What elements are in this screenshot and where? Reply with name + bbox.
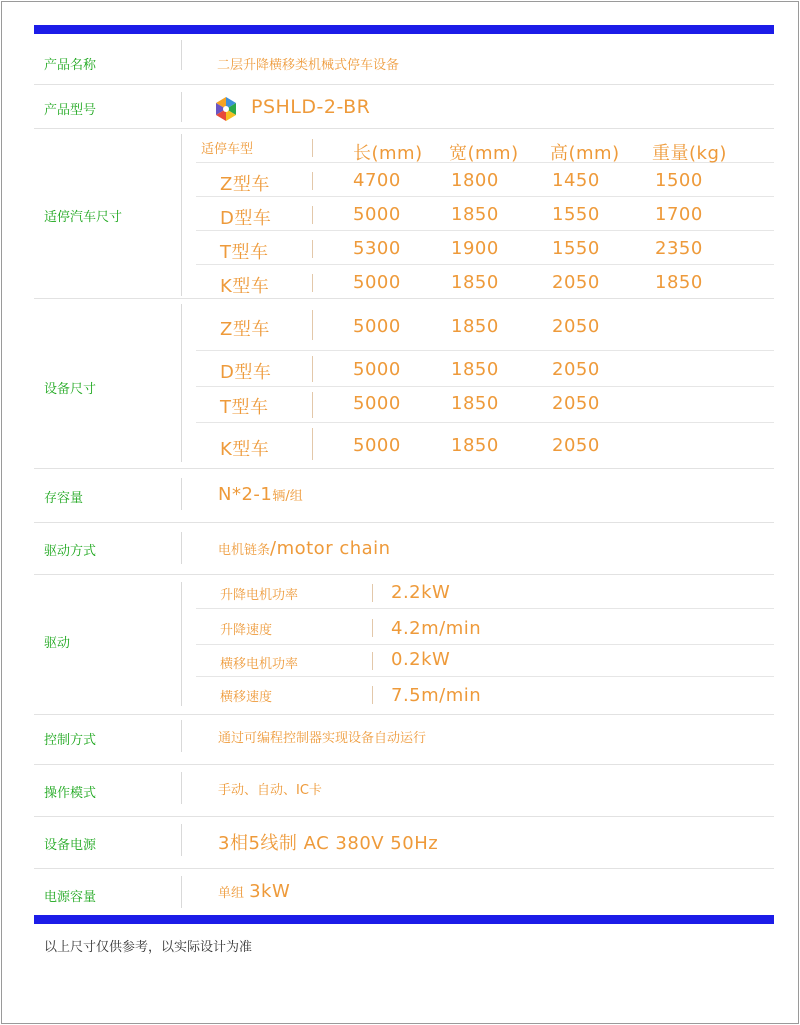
footnote: 以上尺寸仅供参考，以实际设计为准 bbox=[44, 940, 253, 955]
car-type-cell: K型车 bbox=[220, 276, 270, 297]
divider bbox=[181, 720, 182, 752]
label-power-source: 设备电源 bbox=[44, 838, 97, 853]
row-separator bbox=[34, 84, 774, 85]
label-drive-mode: 驱动方式 bbox=[44, 544, 97, 559]
divider bbox=[181, 876, 182, 908]
cell-divider bbox=[312, 356, 313, 382]
label-drive: 驱动 bbox=[44, 636, 71, 651]
product-logo-icon bbox=[213, 96, 239, 122]
label-product-model: 产品型号 bbox=[44, 103, 97, 118]
value-product-name: 二层升降横移类机械式停车设备 bbox=[217, 58, 400, 73]
cell-divider bbox=[312, 172, 313, 190]
divider bbox=[181, 532, 182, 564]
cell-divider bbox=[312, 392, 313, 418]
cell-divider bbox=[312, 139, 313, 157]
sub-row-separator bbox=[196, 196, 774, 197]
sub-row-separator bbox=[196, 350, 774, 351]
cell-divider bbox=[372, 686, 373, 704]
row-separator bbox=[34, 128, 774, 129]
row-separator bbox=[34, 574, 774, 575]
drive-param-label: 升降速度 bbox=[220, 623, 273, 638]
cell-divider bbox=[312, 310, 313, 340]
car-length-cell: 5300 bbox=[353, 238, 401, 259]
row-separator bbox=[34, 468, 774, 469]
drive-mode-en: /motor chain bbox=[270, 538, 391, 559]
car-weight-cell: 1700 bbox=[655, 204, 703, 225]
car-length-cell: 4700 bbox=[353, 170, 401, 191]
equip-type-cell: D型车 bbox=[220, 362, 272, 383]
sub-row-separator bbox=[196, 264, 774, 265]
cell-divider bbox=[312, 240, 313, 258]
header-width: 宽(mm) bbox=[449, 143, 519, 164]
car-type-cell: Z型车 bbox=[220, 174, 270, 195]
value-product-model: PSHLD-2-BR bbox=[251, 96, 371, 118]
car-width-cell: 1900 bbox=[451, 238, 499, 259]
drive-param-label: 横移电机功率 bbox=[220, 657, 299, 672]
car-weight-cell: 2350 bbox=[655, 238, 703, 259]
divider bbox=[181, 304, 182, 462]
top-blue-bar bbox=[34, 25, 774, 34]
row-separator bbox=[34, 714, 774, 715]
drive-param-value: 2.2kW bbox=[391, 582, 451, 603]
equip-type-cell: K型车 bbox=[220, 439, 270, 460]
equip-length-cell: 5000 bbox=[353, 393, 401, 414]
equip-length-cell: 5000 bbox=[353, 316, 401, 337]
header-weight: 重量(kg) bbox=[652, 143, 727, 164]
car-height-cell: 1550 bbox=[552, 204, 600, 225]
row-separator bbox=[34, 764, 774, 765]
equip-type-cell: T型车 bbox=[220, 397, 269, 418]
equip-height-cell: 2050 bbox=[552, 316, 600, 337]
car-weight-cell: 1850 bbox=[655, 272, 703, 293]
car-height-cell: 2050 bbox=[552, 272, 600, 293]
label-storage-capacity: 存容量 bbox=[44, 491, 84, 506]
drive-param-value: 0.2kW bbox=[391, 649, 451, 670]
divider bbox=[181, 134, 182, 296]
label-control-mode: 控制方式 bbox=[44, 733, 97, 748]
sub-row-separator bbox=[196, 230, 774, 231]
capacity-formula: N*2-1 bbox=[218, 484, 273, 505]
capacity-unit: 辆/组 bbox=[272, 489, 303, 504]
sub-row-separator bbox=[196, 676, 774, 677]
sub-row-separator bbox=[196, 608, 774, 609]
label-car-size: 适停汽车尺寸 bbox=[44, 210, 123, 225]
drive-param-label: 升降电机功率 bbox=[220, 588, 299, 603]
sub-row-separator bbox=[196, 386, 774, 387]
equip-height-cell: 2050 bbox=[552, 393, 600, 414]
cell-divider bbox=[312, 274, 313, 292]
car-type-cell: D型车 bbox=[220, 208, 272, 229]
car-length-cell: 5000 bbox=[353, 204, 401, 225]
drive-param-label: 横移速度 bbox=[220, 690, 273, 705]
car-width-cell: 1850 bbox=[451, 204, 499, 225]
cell-divider bbox=[372, 619, 373, 637]
car-height-cell: 1450 bbox=[552, 170, 600, 191]
equip-height-cell: 2050 bbox=[552, 435, 600, 456]
car-width-cell: 1800 bbox=[451, 170, 499, 191]
power-capacity-prefix: 单组 bbox=[218, 886, 245, 901]
car-height-cell: 1550 bbox=[552, 238, 600, 259]
row-separator bbox=[34, 868, 774, 869]
drive-mode-zh: 电机链条 bbox=[218, 543, 271, 558]
label-operation-mode: 操作模式 bbox=[44, 786, 97, 801]
power-capacity-amount: 3kW bbox=[249, 881, 291, 902]
equip-width-cell: 1850 bbox=[451, 393, 499, 414]
label-power-capacity: 电源容量 bbox=[44, 890, 97, 905]
equip-width-cell: 1850 bbox=[451, 316, 499, 337]
car-type-cell: T型车 bbox=[220, 242, 269, 263]
value-power-source: 3相5线制 AC 380V 50Hz bbox=[218, 833, 439, 854]
label-product-name: 产品名称 bbox=[44, 58, 97, 73]
equip-length-cell: 5000 bbox=[353, 359, 401, 380]
cell-divider bbox=[312, 206, 313, 224]
divider bbox=[181, 772, 182, 804]
car-width-cell: 1850 bbox=[451, 272, 499, 293]
bottom-blue-bar bbox=[34, 915, 774, 924]
sub-row-separator bbox=[196, 422, 774, 423]
value-operation-mode: 手动、自动、IC卡 bbox=[218, 783, 322, 798]
equip-type-cell: Z型车 bbox=[220, 319, 270, 340]
cell-divider bbox=[312, 428, 313, 460]
row-separator bbox=[34, 522, 774, 523]
divider bbox=[181, 582, 182, 706]
equip-width-cell: 1850 bbox=[451, 359, 499, 380]
cell-divider bbox=[372, 584, 373, 602]
divider bbox=[181, 824, 182, 856]
divider bbox=[181, 92, 182, 122]
car-weight-cell: 1500 bbox=[655, 170, 703, 191]
value-drive-mode bbox=[218, 538, 391, 559]
label-equipment-size: 设备尺寸 bbox=[44, 382, 97, 397]
drive-param-value: 7.5m/min bbox=[391, 685, 482, 706]
header-car-type: 适停车型 bbox=[201, 142, 254, 157]
car-length-cell: 5000 bbox=[353, 272, 401, 293]
row-separator bbox=[34, 298, 774, 299]
header-length: 长(mm) bbox=[353, 143, 423, 164]
sub-row-separator bbox=[196, 644, 774, 645]
value-control-mode: 通过可编程控制器实现设备自动运行 bbox=[218, 731, 427, 746]
drive-param-value: 4.2m/min bbox=[391, 618, 482, 639]
row-separator bbox=[34, 816, 774, 817]
value-power-capacity bbox=[218, 881, 290, 902]
header-height: 高(mm) bbox=[550, 143, 620, 164]
equip-width-cell: 1850 bbox=[451, 435, 499, 456]
equip-height-cell: 2050 bbox=[552, 359, 600, 380]
divider bbox=[181, 40, 182, 70]
value-storage-capacity bbox=[218, 484, 303, 505]
equip-length-cell: 5000 bbox=[353, 435, 401, 456]
cell-divider bbox=[372, 652, 373, 670]
divider bbox=[181, 478, 182, 510]
